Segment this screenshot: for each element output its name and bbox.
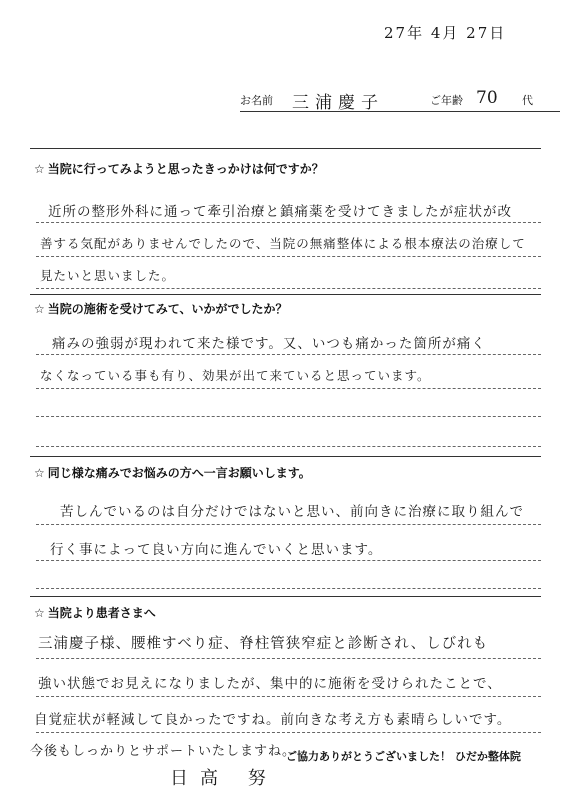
answer-1-line-1: 近所の整形外科に通って牽引治療と鎮痛薬を受けてきましたが症状が改 — [48, 204, 512, 220]
answer-1-line-2: 善する気配がありませんでしたので、当院の無痛整体による根本療法の治療して — [40, 236, 526, 251]
question-1-text: 当院に行ってみようと思ったきっかけは何ですか？ — [47, 162, 324, 176]
answer-2-line-2: なくなっている事も有り、効果が出て来ていると思っています。 — [40, 368, 431, 383]
answer-rule — [36, 256, 541, 257]
star-icon: ☆ — [34, 301, 45, 316]
age-unit: 代 — [522, 94, 533, 107]
answer-3-line-1: 苦しんでいるのは自分だけではないと思い、前向きに治療に取り組んで — [60, 504, 524, 520]
clinic-message-line-3: 自覚症状が軽減して良かったですね。前向きな考え方も素晴らしいです。 — [34, 712, 512, 728]
handwritten-date: 27年 4月 27日 — [384, 24, 507, 42]
answer-rule — [36, 560, 541, 561]
answer-rule — [36, 388, 541, 389]
section-divider-1 — [30, 148, 541, 149]
answer-rule — [36, 588, 541, 589]
clinic-message-line-4: 今後もしっかりとサポートいたしますね。 — [30, 744, 297, 759]
patient-name: 三浦慶子 — [292, 93, 384, 113]
star-icon: ☆ — [34, 465, 45, 480]
answer-3-line-2: 行く事によって良い方向に進んでいくと思います。 — [50, 542, 383, 558]
signature: 日高 努 — [170, 768, 278, 789]
name-underline — [240, 111, 560, 112]
answer-rule — [36, 524, 541, 525]
section-divider-2 — [30, 294, 541, 295]
answer-rule — [36, 288, 541, 289]
question-1 — [34, 160, 324, 177]
question-2 — [34, 300, 288, 317]
question-2-text: 当院の施術を受けてみて、いかがでしたか？ — [47, 302, 288, 316]
name-label: お名前 — [240, 94, 273, 107]
question-4 — [34, 604, 156, 621]
answer-rule — [36, 658, 541, 659]
question-3 — [34, 464, 311, 481]
answer-rule — [36, 416, 541, 417]
name-age-row — [240, 88, 560, 112]
clinic-message-line-1: 三浦慶子様、腰椎すべり症、脊柱管狭窄症と診断され、しびれも — [38, 636, 489, 652]
section-divider-3 — [30, 456, 541, 457]
age-label: ご年齢 — [430, 94, 463, 107]
answer-rule — [36, 354, 541, 355]
answer-rule — [36, 732, 541, 733]
question-3-text: 同じ様な痛みでお悩みの方へ一言お願いします。 — [47, 466, 311, 480]
star-icon: ☆ — [34, 161, 45, 176]
question-4-text: 当院より患者さまへ — [47, 606, 156, 620]
answer-rule — [36, 446, 541, 447]
star-icon: ☆ — [34, 605, 45, 620]
clinic-message-line-2: 強い状態でお見えになりましたが、集中的に施術を受けられたことで、 — [38, 676, 502, 692]
answer-1-line-3: 見たいと思いました。 — [40, 268, 176, 283]
answer-rule — [36, 696, 541, 697]
section-divider-4 — [30, 596, 541, 597]
answer-2-line-1: 痛みの強弱が現われて来た様です。又、いつも痛かった箇所が痛く — [52, 336, 486, 352]
patient-age: 70 — [476, 88, 498, 108]
answer-rule — [36, 222, 541, 223]
thanks-message: ご協力ありがとうございました！ ひだか整体院 — [286, 750, 521, 763]
